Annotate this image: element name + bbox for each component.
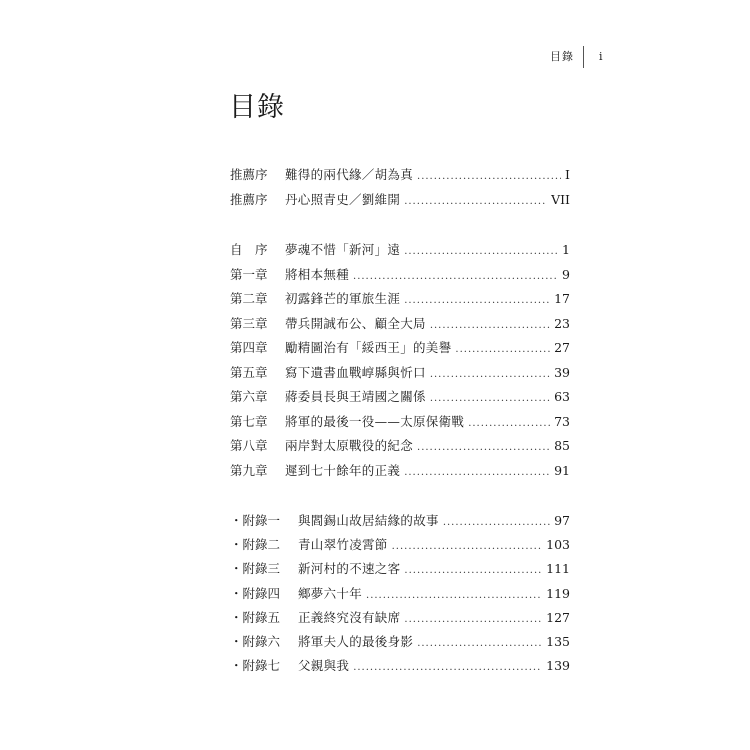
toc-entry-label: 第四章 — [230, 340, 268, 355]
toc-entry-page: 63 — [554, 389, 570, 404]
dot-leader — [366, 584, 542, 608]
toc-entry-label: 第二章 — [230, 291, 268, 306]
dot-leader — [417, 632, 542, 656]
toc-entry-page: 111 — [546, 561, 570, 577]
toc-entry-title: 寫下遺書血戰崞縣與忻口 — [285, 364, 426, 380]
toc-entry — [230, 557, 570, 581]
toc-group-appendix — [230, 509, 570, 678]
page-number: i — [599, 50, 603, 63]
toc-entry-page: 97 — [554, 513, 570, 528]
dot-leader — [404, 608, 542, 632]
toc-entry-page: 17 — [554, 291, 570, 306]
toc-entry — [230, 238, 570, 263]
dot-leader — [353, 656, 542, 680]
toc-entry — [230, 336, 570, 361]
toc-entry — [230, 533, 570, 557]
dot-leader — [404, 190, 547, 215]
toc-entry — [230, 385, 570, 410]
page-title: 目錄 — [229, 92, 285, 123]
toc-entry-title: 夢魂不惜「新河」遠 — [285, 242, 401, 257]
toc-entry-page: 9 — [562, 266, 570, 282]
toc-group-foreword — [230, 163, 570, 212]
dot-leader — [455, 338, 550, 363]
toc-entry — [230, 361, 570, 386]
toc-entry-page: 23 — [554, 315, 570, 331]
running-head-title: 目錄 — [550, 50, 574, 63]
dot-leader — [430, 363, 550, 388]
dot-leader — [430, 314, 550, 339]
toc-entry-label: ・附錄六 — [230, 633, 281, 649]
dot-leader — [468, 412, 550, 437]
toc-entry-title: 丹心照青史／劉維開 — [285, 191, 401, 207]
toc-entry — [230, 287, 570, 312]
toc-entry-label: 第七章 — [230, 413, 268, 429]
dot-leader — [392, 535, 543, 559]
dot-leader — [404, 240, 558, 265]
toc-entry-label: 第九章 — [230, 462, 268, 478]
toc-entry-label: 第五章 — [230, 364, 268, 380]
toc-entry-page: I — [565, 167, 570, 182]
toc-entry-page: 73 — [554, 413, 570, 429]
dot-leader — [353, 265, 558, 290]
toc-entry-title: 正義終究沒有缺席 — [298, 609, 401, 625]
toc-entry-label: 第八章 — [230, 438, 268, 453]
toc-entry-title: 青山翠竹凌霄節 — [298, 537, 388, 553]
dot-leader — [404, 289, 550, 314]
toc-entry-label: ・附錄五 — [230, 609, 281, 625]
toc-entry — [230, 459, 570, 484]
toc-entry-title: 兩岸對太原戰役的紀念 — [285, 438, 414, 453]
toc-entry — [230, 509, 570, 533]
toc-entry-page: 135 — [546, 633, 570, 649]
toc-entry-label: ・附錄七 — [230, 658, 281, 674]
toc-entry-label: 第六章 — [230, 389, 268, 404]
toc-entry-label: 自 序 — [230, 242, 268, 257]
dot-leader — [430, 387, 550, 412]
toc-entry-page: 85 — [554, 438, 570, 453]
toc-entry-label: ・附錄一 — [230, 513, 281, 528]
toc-entry-page: 27 — [554, 340, 570, 355]
toc-entry — [230, 188, 570, 213]
dot-leader — [404, 461, 550, 486]
toc-entry-page: VII — [551, 191, 570, 207]
toc-entry-title: 鄉夢六十年 — [298, 585, 363, 601]
dot-leader — [417, 165, 561, 190]
toc-entry-title: 蔣委員長與王靖國之關係 — [285, 389, 426, 404]
toc-entry-page: 103 — [546, 537, 570, 553]
dot-leader — [443, 511, 550, 535]
toc-entry-title: 勵精圖治有「綏西王」的美譽 — [285, 340, 452, 355]
toc-entry-label: 第三章 — [230, 315, 268, 331]
toc-entry-page: 139 — [546, 658, 570, 674]
toc-entry — [230, 263, 570, 288]
toc-entry-title: 難得的兩代緣／胡為真 — [285, 167, 414, 182]
toc-entry — [230, 654, 570, 678]
running-head — [540, 48, 620, 66]
toc-entry-label: 推薦序 — [230, 167, 268, 182]
toc-entry-label: ・附錄四 — [230, 585, 281, 601]
toc-entry-title: 與閻錫山故居結緣的故事 — [298, 513, 439, 528]
toc-entry-title: 將軍夫人的最後身影 — [298, 633, 414, 649]
toc-entry-title: 將相本無種 — [285, 266, 350, 282]
toc-group-chapters — [230, 238, 570, 483]
toc-entry-title: 將軍的最後一役——太原保衛戰 — [285, 413, 465, 429]
toc-entry-page: 1 — [562, 242, 570, 257]
toc-entry — [230, 630, 570, 654]
toc-entry-label: 推薦序 — [230, 191, 268, 207]
toc-entry-page: 127 — [546, 609, 570, 625]
toc-entry — [230, 582, 570, 606]
toc-entry-label: ・附錄三 — [230, 561, 281, 577]
toc-entry — [230, 163, 570, 188]
toc-entry-label: ・附錄二 — [230, 537, 281, 553]
running-head-divider — [583, 46, 584, 68]
toc-entry-title: 初露鋒芒的軍旅生涯 — [285, 291, 401, 306]
toc-entry-title: 帶兵開誠布公、顧全大局 — [285, 315, 426, 331]
toc-entry-page: 119 — [546, 585, 570, 601]
toc-entry — [230, 312, 570, 337]
toc-entry — [230, 606, 570, 630]
toc-entry-page: 39 — [554, 364, 570, 380]
toc-entry-title: 父親與我 — [298, 658, 350, 674]
dot-leader — [404, 559, 542, 583]
toc-entry — [230, 410, 570, 435]
toc-entry — [230, 434, 570, 459]
dot-leader — [417, 436, 550, 461]
table-of-contents — [230, 163, 570, 678]
toc-entry-title: 遲到七十餘年的正義 — [285, 462, 401, 478]
toc-entry-page: 91 — [554, 462, 570, 478]
toc-entry-title: 新河村的不速之客 — [298, 561, 401, 577]
toc-entry-label: 第一章 — [230, 266, 268, 282]
